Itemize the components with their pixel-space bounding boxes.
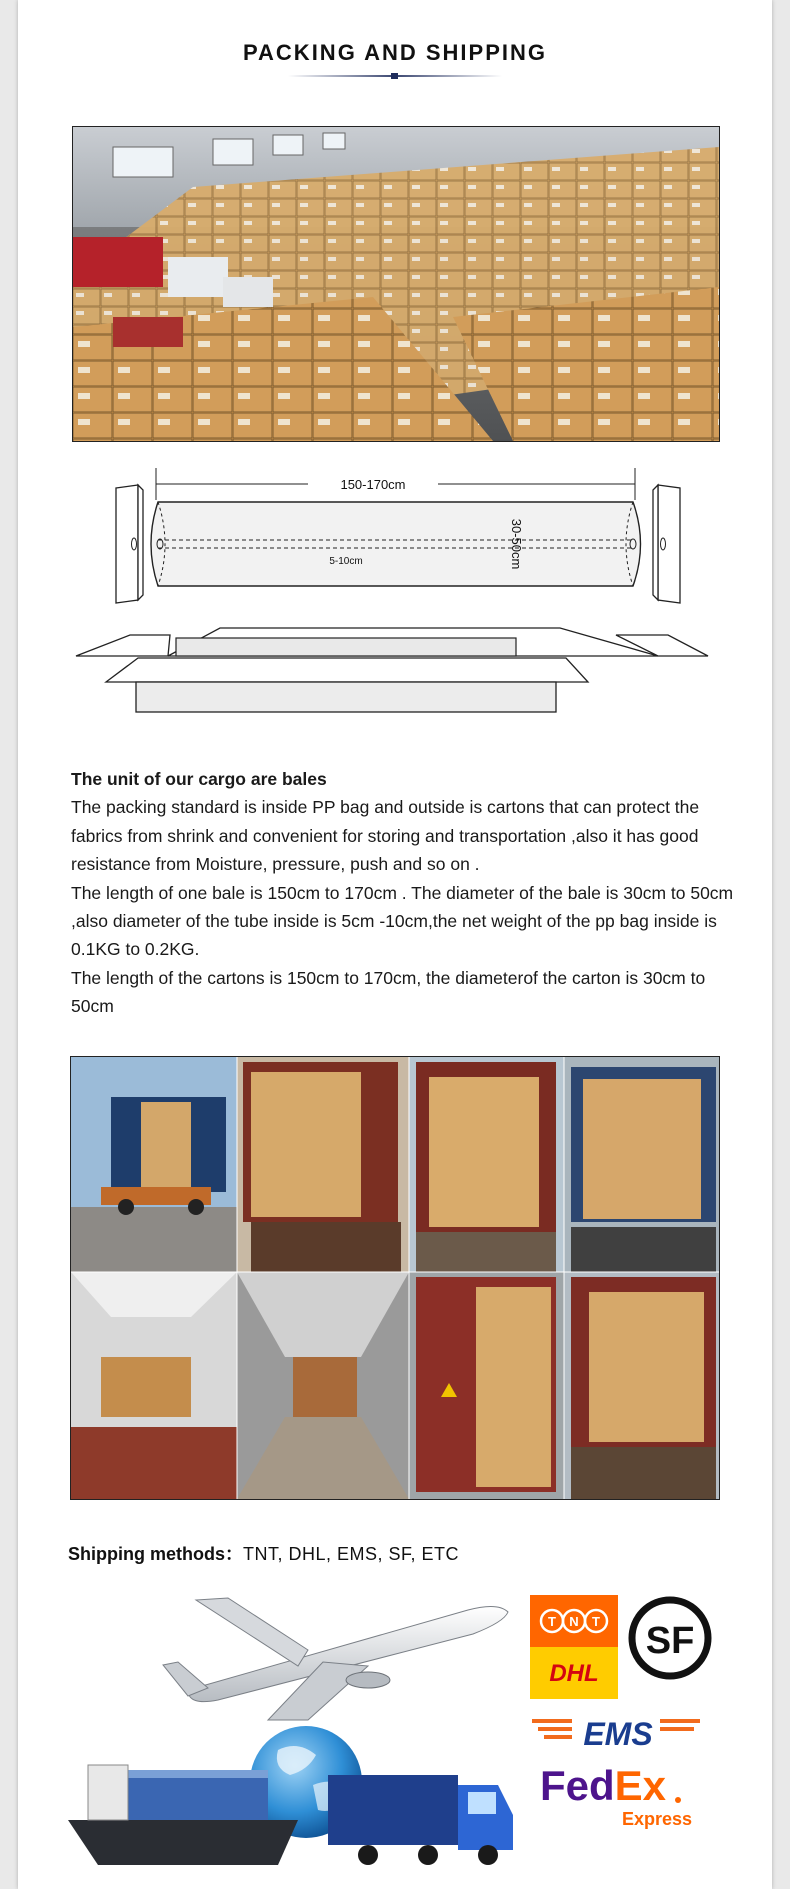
svg-text:T: T bbox=[592, 1614, 600, 1629]
length-label: 150-170cm bbox=[340, 477, 406, 492]
courier-logos bbox=[528, 1595, 728, 1855]
truck-icon bbox=[328, 1775, 513, 1865]
description-paragraph-1: The packing standard is inside PP bag and outside is cartons that can protect the fabrics from shrink and convenient for storing and transportation ,also it has good resistance from Moisture, pressure, push and so on . bbox=[71, 797, 700, 875]
shipping-methods-list: TNT, DHL, EMS, SF, ETC bbox=[243, 1544, 460, 1564]
title-divider-dot bbox=[391, 73, 398, 79]
svg-text:SF: SF bbox=[645, 1620, 695, 1662]
container-photo-6 bbox=[237, 1272, 409, 1499]
warehouse-photo bbox=[72, 126, 720, 442]
svg-text:FedEx: FedEx bbox=[540, 1762, 667, 1809]
shipping-methods bbox=[68, 1540, 459, 1566]
shipping-methods-label: Shipping methods： bbox=[68, 1544, 243, 1564]
container-photo-8 bbox=[564, 1272, 719, 1499]
container-photo-5 bbox=[71, 1272, 237, 1499]
ems-logo bbox=[532, 1716, 700, 1752]
svg-text:Express: Express bbox=[622, 1809, 693, 1829]
right-end-cap bbox=[658, 485, 680, 603]
container-photo-2 bbox=[237, 1057, 409, 1272]
fedex-logo bbox=[540, 1762, 692, 1829]
cargo-description bbox=[71, 765, 736, 1021]
page bbox=[18, 0, 772, 1889]
dhl-logo bbox=[530, 1647, 618, 1699]
left-end-cap bbox=[116, 485, 138, 603]
diameter-label: 30-50cm bbox=[509, 518, 524, 570]
description-paragraph-3: The length of the cartons is 150cm to 170cm, the diameterof the carton is 30cm to 50cm bbox=[71, 967, 706, 1017]
carton bbox=[76, 628, 708, 712]
bale-carton-diagram bbox=[68, 460, 748, 750]
description-paragraph-2: The length of one bale is 150cm to 170cm . The diameter of the bale is 30cm to 50cm ,also diameter of the tube inside is 5cm -10cm,the net weight of the pp bag inside is 0.1KG to 0.2KG. bbox=[71, 882, 734, 960]
svg-text:EMS: EMS bbox=[583, 1716, 653, 1752]
bale-cylinder bbox=[151, 502, 641, 586]
airplane-icon bbox=[163, 1598, 508, 1720]
tube-label: 5-10cm bbox=[329, 556, 363, 567]
warehouse-illustration bbox=[73, 127, 719, 441]
container-photo-3 bbox=[409, 1057, 564, 1272]
container-photo-7 bbox=[409, 1272, 564, 1499]
page-title: PACKING AND SHIPPING bbox=[242, 40, 548, 65]
svg-text:N: N bbox=[569, 1614, 579, 1629]
svg-text:DHL: DHL bbox=[549, 1660, 599, 1687]
container-photo-grid bbox=[70, 1056, 720, 1500]
cargo-ship-icon bbox=[68, 1765, 298, 1865]
description-subtitle: The unit of our cargo are bales bbox=[71, 769, 327, 789]
svg-text:T: T bbox=[548, 1614, 556, 1629]
transport-illustration bbox=[68, 1570, 548, 1880]
tnt-logo bbox=[530, 1595, 618, 1647]
sf-express-logo bbox=[632, 1600, 708, 1676]
container-photo-1 bbox=[71, 1057, 237, 1272]
container-photo-4 bbox=[564, 1057, 719, 1272]
